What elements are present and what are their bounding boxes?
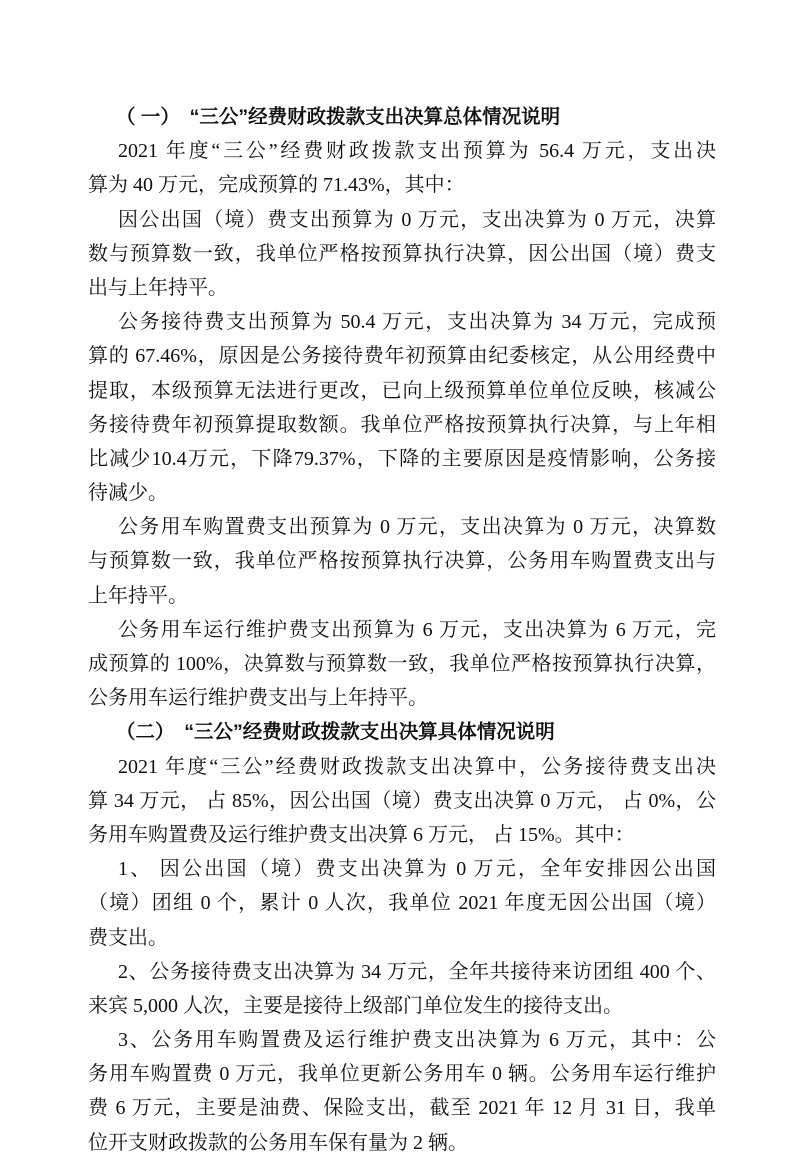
- text-line: 2021 年度“三公”经费财政拨款支出决算中，公务接待费支出决: [118, 755, 716, 778]
- text-line: 费支出。: [88, 926, 168, 949]
- text-line: 上年持平。: [88, 584, 188, 607]
- document-page: [88, 100, 716, 1160]
- text-line: 3、公务用车购置费及运行维护费支出决算为 6 万元，其中：公: [118, 1029, 716, 1052]
- text-line: 公务用车运行维护费支出预算为 6 万元，支出决算为 6 万元，完: [118, 618, 716, 641]
- text-line: 与预算数一致，我单位严格按预算执行决算，公务用车购置费支出与: [88, 550, 716, 573]
- paragraph: [88, 134, 716, 202]
- text-line: 因公出国（境）费支出预算为 0 万元，支出决算为 0 万元，决算: [118, 208, 716, 231]
- text-line: 比减少10.4万元，下降79.37%，下降的主要原因是疫情影响，公务接: [88, 447, 716, 470]
- paragraph: [88, 613, 716, 716]
- text-line: 1、 因公出国（境）费支出决算为 0 万元，全年安排因公出国: [118, 858, 716, 881]
- text-line: 数与预算数一致，我单位严格按预算执行决算，因公出国（境）费支: [88, 242, 716, 265]
- paragraph: [88, 852, 716, 955]
- text-line: 务用车购置费 0 万元，我单位更新公务用车 0 辆。公务用车运行维护: [88, 1063, 716, 1086]
- paragraph: [88, 1023, 716, 1160]
- paragraph: [88, 510, 716, 613]
- text-line: 算为 40 万元，完成预算的 71.43%，其中：: [88, 174, 465, 197]
- paragraph: [88, 203, 716, 306]
- paragraph: [88, 305, 716, 510]
- text-line: 务用车购置费及运行维护费支出决算 6 万元， 占 15%。其中：: [88, 823, 635, 846]
- text-line: 2、公务接待费支出决算为 34 万元，全年共接待来访团组 400 个、: [118, 960, 716, 983]
- paragraph: [88, 750, 716, 853]
- text-line: （二） “三公”经费财政拨款支出决算具体情况说明: [116, 721, 555, 744]
- text-line: 提取，本级预算无法进行更改，已向上级预算单位单位反映，核减公: [88, 379, 716, 402]
- paragraph: [88, 955, 716, 1023]
- text-line: 公务接待费支出预算为 50.4 万元，支出决算为 34 万元，完成预: [118, 311, 716, 334]
- text-line: 出与上年持平。: [88, 276, 228, 299]
- section-heading: [88, 100, 716, 134]
- text-line: 位开支财政拨款的公务用车保有量为 2 辆。: [88, 1131, 468, 1154]
- text-line: 成预算的 100%，决算数与预算数一致，我单位严格按预算执行决算，: [88, 653, 716, 675]
- text-line: 2021 年度“三公”经费财政拨款支出预算为 56.4 万元，支出决: [118, 140, 716, 163]
- text-line: 公务用车购置费支出预算为 0 万元，支出决算为 0 万元，决算数: [118, 516, 716, 539]
- text-line: （境）团组 0 个，累计 0 人次，我单位 2021 年度无因公出国（境）: [88, 892, 716, 915]
- text-line: 务接待费年初预算提取数额。我单位严格按预算执行决算，与上年相: [88, 413, 716, 436]
- text-line: 来宾 5,000 人次，主要是接待上级部门单位发生的接待支出。: [88, 994, 623, 1017]
- text-line: 公务用车运行维护费支出与上年持平。: [88, 687, 428, 710]
- text-line: 算的 67.46%，原因是公务接待费年初预算由纪委核定，从公用经费中: [88, 345, 716, 368]
- text-line: （ 一） “三公”经费财政拨款支出决算总体情况说明: [116, 106, 561, 128]
- text-line: 待减少。: [88, 482, 168, 505]
- text-line: 算 34 万元， 占 85%，因公出国（境）费支出决算 0 万元， 占 0%，公: [88, 789, 716, 812]
- text-line: 费 6 万元，主要是油费、保险支出，截至 2021 年 12 月 31 日，我单: [88, 1097, 716, 1120]
- section-heading: [88, 715, 716, 749]
